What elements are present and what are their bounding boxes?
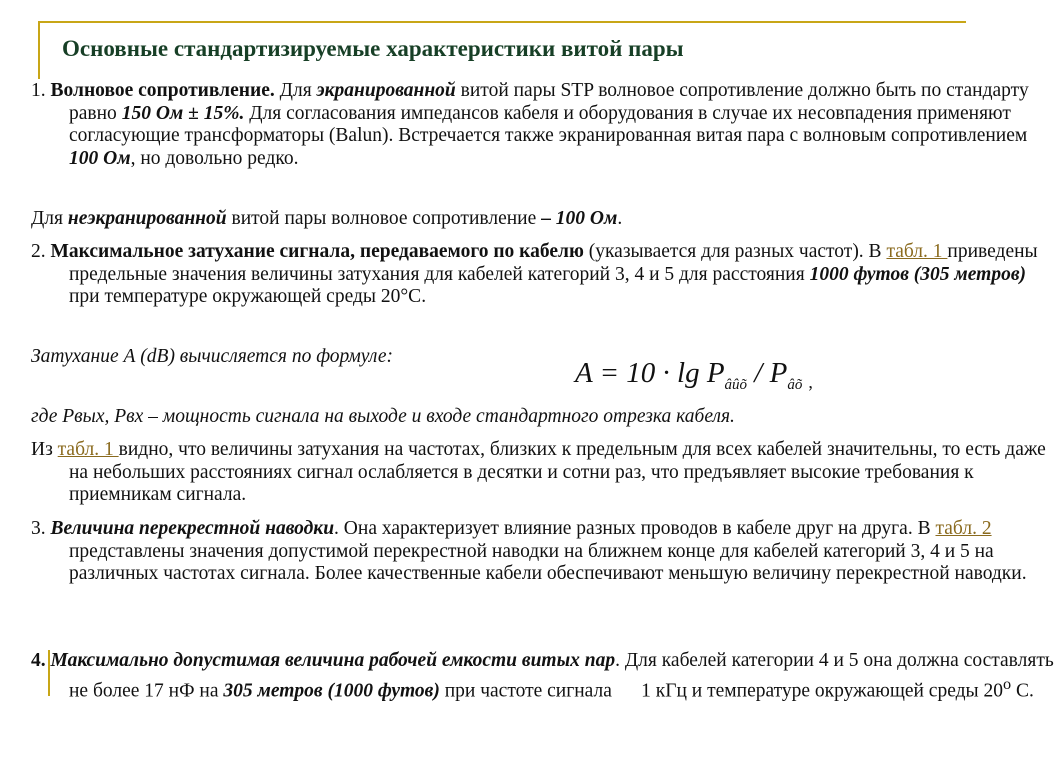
- top-rule: [38, 21, 966, 23]
- formula-intro: Затухание А (dB) вычисляется по формуле:: [31, 346, 394, 367]
- attenuation-formula: $A = 10 \cdot \lg P_{âûõ} / P_{âõ}$ $_,$: [575, 357, 813, 393]
- value-100-ohm-utp: 100 Ом: [555, 208, 618, 229]
- item-number: 3.: [31, 518, 51, 539]
- item-number: 1.: [31, 80, 51, 101]
- value-305-meters: 305 метров (1000 футов): [223, 680, 440, 701]
- item-heading: Величина перекрестной наводки: [50, 518, 335, 539]
- value-100-ohm: 100 Ом: [69, 147, 131, 169]
- table-2-link[interactable]: табл. 2: [935, 518, 992, 539]
- value-150-ohm: 150 Ом ± 15%.: [121, 102, 245, 124]
- item-number: 4.: [31, 650, 51, 671]
- paragraph-capacitance: 4. Максимально допустимая величина рабочей емкости витых пар. Для кабелей категории 4 и 5 она должна составлять не более 17 нФ на 305 метров (1000 футов) при частоте сигнала 1 кГц и температуре окружающей среды $20^о$ С.: [31, 650, 1054, 701]
- paragraph-table1-note: Из табл. 1 видно, что величины затухания на частотах, близких к предельным для всех кабелей значительны, то есть даже на небольших расстояниях сигнал ослабляется в десятки и сотни раз, что предъявляет высокие требования к приемникам сигнала.: [31, 439, 1046, 505]
- paragraph-attenuation: 2. Максимальное затухание сигнала, передаваемого по кабелю (указывается для разных частот). В табл. 1 приведены предельные значения величины затухания для кабелей категорий 3, 4 и 5 для расстояния 1000 футов (305 метров) при температуре окружающей среды 20°С.: [31, 241, 1038, 307]
- left-rule-top: [38, 21, 40, 79]
- paragraph-unshielded: Для неэкранированной витой пары волновое сопротивление – 100 Ом.: [31, 208, 623, 229]
- paragraph-wave-impedance: 1. Волновое сопротивление. Для экранированной витой пары STP волновое сопротивление должно быть по стандарту равно 150 Ом ± 15%. Для согласования импедансов кабеля и оборудования в случае их несовпадения применяют согласующие трансформаторы (Balun). Встречается также экранированная витая пара с волновым сопротивлением 100 Ом, но довольно редко.: [31, 80, 1029, 169]
- table-1-link[interactable]: табл. 1: [886, 241, 948, 262]
- item-heading: Максимально допустимая величина рабочей емкости витых пар: [50, 650, 616, 671]
- emphasis-shielded: экранированной: [316, 80, 456, 101]
- item-number: 2.: [31, 241, 51, 262]
- slide-title: Основные стандартизируемые характеристики витой пары: [62, 36, 684, 61]
- table-1-link[interactable]: табл. 1: [57, 439, 119, 460]
- formula-legend: где Рвых, Рвх – мощность сигнала на выходе и входе стандартного отрезка кабеля.: [31, 406, 735, 427]
- item-heading: Максимальное затухание сигнала, передаваемого по кабелю: [50, 241, 584, 262]
- paragraph-crosstalk: 3. Величина перекрестной наводки. Она характеризует влияние разных проводов в кабеле друг на друга. В табл. 2 представлены значения допустимой перекрестной наводки на ближнем конце для кабелей категорий 3, 4 и 5 на различных частотах сигнала. Более качественные кабели обеспечивают меньшую величину перекрестной наводки.: [31, 518, 1027, 584]
- emphasis-unshielded: неэкранированной: [67, 208, 227, 229]
- item-heading: Волновое сопротивление.: [50, 80, 275, 101]
- value-1000-feet: 1000 футов (305 метров): [809, 263, 1027, 285]
